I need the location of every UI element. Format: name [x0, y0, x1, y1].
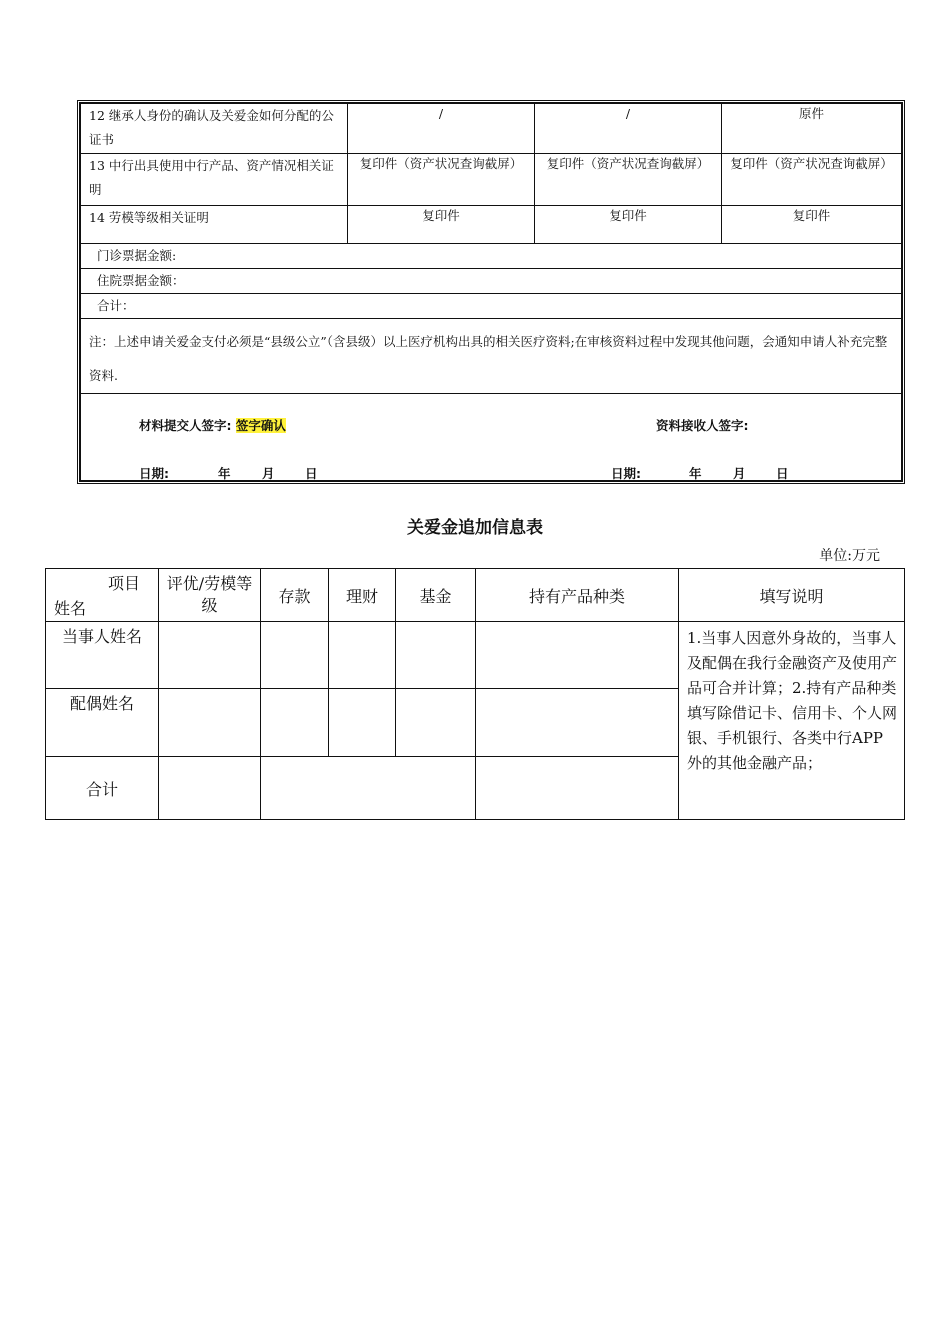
table-cell — [476, 757, 679, 820]
table-cell — [476, 689, 679, 757]
column-header: 理财 — [329, 569, 396, 622]
row-header: 当事人姓名 — [46, 622, 159, 689]
signature-area — [81, 394, 902, 481]
cell-value: / — [535, 104, 722, 154]
row-label: 14 劳模等级相关证明 — [81, 206, 348, 244]
instructions-text: 1.当事人因意外身故的，当事人及配偶在我行金融资产及使用产品可合并计算；2.持有产品种类填写除借记卡、信用卡、个人网银、手机银行、各类中行APP外的其他金融产品； — [679, 622, 905, 820]
row-header: 配偶姓名 — [46, 689, 159, 757]
inpatient-amount-label: 住院票据金额： — [81, 269, 902, 294]
table-row — [81, 206, 902, 244]
year-label: 年 — [689, 466, 702, 481]
date-label: 日期: — [611, 466, 641, 481]
cell-value: 复印件（资产状况查询截屏） — [722, 154, 902, 206]
cell-value: / — [348, 104, 535, 154]
header-name-label: 姓名 — [54, 599, 87, 618]
table-cell — [159, 689, 261, 757]
cell-value: 复印件 — [535, 206, 722, 244]
date-label: 日期: — [139, 466, 169, 481]
receiver-label: 资料接收人签字: — [656, 418, 749, 433]
cell-value: 原件 — [722, 104, 902, 154]
day-label: 日 — [776, 466, 789, 481]
submitter-signature: 签字确认 — [235, 418, 286, 433]
table-cell — [329, 689, 396, 757]
submitter-label: 材料提交人签字: — [139, 418, 232, 433]
note-text: 注：上述申请关爱金支付必须是“县级公立”（含县级）以上医疗机构出具的相关医疗资料;在审核资料过程中发现其他问题，会通知申请人补充完整资料. — [81, 319, 902, 394]
row-label: 12 继承人身份的确认及关爱金如何分配的公证书 — [81, 104, 348, 154]
cell-value: 复印件（资产状况查询截屏） — [535, 154, 722, 206]
table-cell — [159, 757, 261, 820]
table-row — [81, 154, 902, 206]
cell-value: 复印件 — [722, 206, 902, 244]
table-header-row — [46, 569, 905, 622]
materials-table — [77, 100, 905, 484]
column-header: 持有产品种类 — [476, 569, 679, 622]
additional-info-table — [45, 568, 905, 820]
column-header: 存款 — [261, 569, 329, 622]
row-header: 合计 — [46, 757, 159, 820]
day-label: 日 — [305, 466, 318, 481]
table-cell — [396, 622, 476, 689]
year-label: 年 — [218, 466, 231, 481]
header-item-label: 项目 — [108, 574, 141, 593]
total-label: 合计： — [81, 294, 902, 319]
table-cell — [159, 622, 261, 689]
table-cell — [261, 757, 476, 820]
column-header: 基金 — [396, 569, 476, 622]
column-header: 填写说明 — [679, 569, 905, 622]
outpatient-amount-label: 门诊票据金额: — [81, 244, 902, 269]
row-label: 13 中行出具使用中行产品、资产情况相关证明 — [81, 154, 348, 206]
table-row — [81, 104, 902, 154]
table-cell — [329, 622, 396, 689]
table-cell — [396, 689, 476, 757]
cell-value: 复印件（资产状况查询截屏） — [348, 154, 535, 206]
table-cell — [476, 622, 679, 689]
unit-label: 单位:万元 — [819, 548, 880, 564]
corner-header — [46, 569, 159, 622]
table-row — [46, 622, 905, 689]
table-cell — [261, 689, 329, 757]
month-label: 月 — [262, 466, 275, 481]
column-header: 评优/劳模等级 — [159, 569, 261, 622]
section-title: 关爱金追加信息表 — [407, 518, 543, 538]
month-label: 月 — [733, 466, 746, 481]
table-cell — [261, 622, 329, 689]
cell-value: 复印件 — [348, 206, 535, 244]
